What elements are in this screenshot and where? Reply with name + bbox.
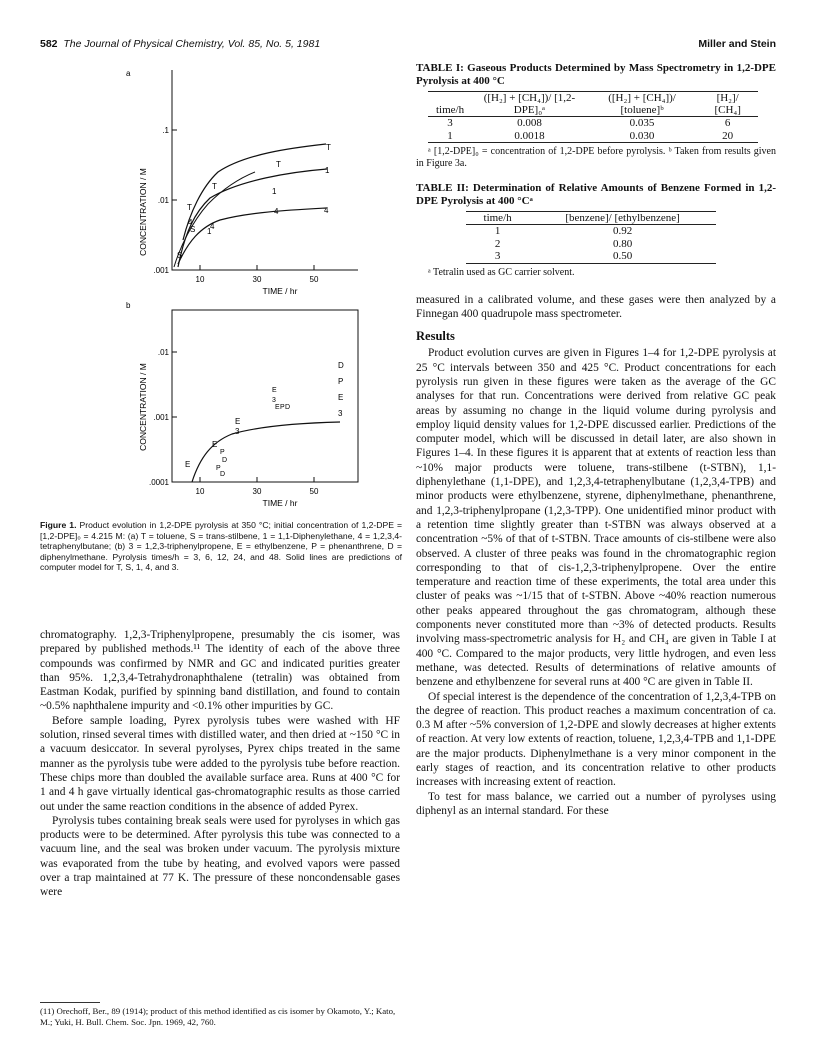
table-2-grid xyxy=(466,211,716,264)
point-label: T xyxy=(187,203,192,212)
table-1-grid xyxy=(428,91,758,143)
panel-b-ytick: .0001 xyxy=(148,478,169,487)
point-label: E xyxy=(338,393,344,402)
right-column xyxy=(416,62,776,818)
panel-a xyxy=(138,70,358,296)
table-header: time/h xyxy=(466,212,529,225)
panel-b-ytick: .001 xyxy=(153,413,169,422)
panel-a-xtick: 10 xyxy=(195,275,205,284)
table-cell: 0.0018 xyxy=(472,130,587,143)
paragraph: Pyrolysis tubes containing break seals were used for pyrolyses in which gas products were to be determined. After pyrolysis this tube was connected to a vacuum line, and the seal was broken under vacuum. The pyrolysis mixture was evaporated from the tube by heating, and evolved vapors were passed over a trap maintained at 77 K. The pressure of these noncondensable gases were xyxy=(40,814,400,899)
figure-1-plots xyxy=(40,62,400,518)
point-label: T xyxy=(326,143,331,152)
table-cell: 2 xyxy=(494,237,501,250)
caption-text: Product evolution in 1,2-DPE pyrolysis at 350 °C; initial concentration of 1,2-DPE = [1,2-DPE]₀ = 4.215 M: (a) T = toluene, S = trans-stilbene, 1 = 1,1-Diphenylethane, 4 = 1,2,3,4-tetraphenylbutane; (b) 3 = 1,2,3-triphenylpropene, E = ethylbenzene, P = phenanthrene, D = diphenylmethane. Pyrolysis times/h = 3, 6, 12, 24, and 48. Solid lines are predictions of computer model for T, S, 1, 4, and 3. xyxy=(40,520,402,573)
point-label: E xyxy=(272,387,277,394)
panel-a-ylabel: CONCENTRATION / M xyxy=(138,168,148,256)
point-label: D xyxy=(222,457,228,464)
point-label: D xyxy=(220,471,226,478)
paragraph: Before sample loading, Pyrex pyrolysis tubes were washed with HF solution, rinsed several times with distilled water, and then dried at ~150 °C in a vacuum desiccator. In several pyrolyses, Pyrex chips treated in the same manner as the pyrolysis tube were added to the pyrolysis tube before reaction. These chips more than doubled the available surface area. Runs at 400 °C for 1 and 4 h gave virtually identical gas-chromatographic results as those carried out under the same reaction conditions in the absence of added Pyrex. xyxy=(40,714,400,813)
page-number: 582 xyxy=(40,38,58,50)
point-label: 4 xyxy=(210,222,215,231)
running-authors: Miller and Stein xyxy=(698,38,776,50)
panel-a-xtick: 50 xyxy=(309,275,319,284)
table-1-footnote: ᵃ [1,2-DPE]₀ = concentration of 1,2-DPE before pyrolysis. ᵇ Taken from results given in Figure 3a. xyxy=(416,146,776,169)
table-header: ([H₂] + [CH₄])/ [1,2-DPE]₀ᵃ xyxy=(472,92,587,117)
table-row xyxy=(466,225,716,238)
footnote-rule xyxy=(40,1002,100,1003)
panel-b-xtick: 10 xyxy=(195,487,205,496)
point-label: 1 xyxy=(272,187,277,196)
table-1-title: TABLE I: Gaseous Products Determined by Mass Spectrometry in 1,2-DPE Pyrolysis at 400 °C xyxy=(416,62,776,87)
panel-b xyxy=(138,310,358,508)
table-header: [benzene]/ [ethylbenzene] xyxy=(529,212,716,225)
table-cell: 0.92 xyxy=(612,225,633,237)
panel-a-label: a xyxy=(126,69,131,78)
table-cell: 0.50 xyxy=(529,250,716,263)
table-row xyxy=(466,250,716,263)
panel-b-ylabel: CONCENTRATION / M xyxy=(138,363,148,451)
paragraph: Of special interest is the dependence of the concentration of 1,2,3,4-TPB on the degree of reaction. This product reaches a maximum concentration of ca. 0.3 M after ~5% conversion of 1,2-DPE and slowly decreases at higher extents of reaction. At very low extents of reaction, toluene, 1,2,3,4-TPB and 1,1-DPE are the major products. Diphenylmethane is a very minor component in the early stages of reaction, and its concentration relative to other products increases with increasing extent of reaction. xyxy=(416,690,776,789)
footnote-block xyxy=(40,1002,400,1027)
footnote-11: (11) Orechoff, Ber., 89 (1914); product of this method identified as cis isomer by Okamoto, Y.; Kato, M.; Yuki, H. Bull. Chem. Soc. Jpn. 1969, 42, 760. xyxy=(40,1006,396,1027)
paragraph: chromatography. 1,2,3-Triphenylpropene, presumably the cis isomer, was prepared by published methods.¹¹ The identity of each of the above three compounds was confirmed by NMR and GC and indicated purities greater than 95%. 1,2,3,4-Tetrahydronaphthalene (tetralin) was obtained from Eastman Kodak, purified by spinning band distillation, and found to contain ~0.5% naphthalene impurity and <0.1% other impurities by GC. xyxy=(40,629,400,713)
running-header xyxy=(40,38,776,54)
point-label: 4 xyxy=(188,218,193,227)
section-heading-results: Results xyxy=(416,329,455,344)
point-label: T xyxy=(212,182,217,191)
table-cell: 0.80 xyxy=(612,237,633,250)
panel-a-ytick: .001 xyxy=(153,266,169,275)
point-label: P xyxy=(216,465,221,472)
point-label: E xyxy=(185,460,191,469)
point-label: S xyxy=(177,251,183,260)
table-row xyxy=(428,130,758,143)
point-label: D xyxy=(285,404,291,411)
point-label: P xyxy=(338,377,344,386)
panel-a-xtick: 30 xyxy=(252,275,262,284)
point-label: T xyxy=(276,160,281,169)
table-header: ([H₂] + [CH₄])/ [toluene]ᵇ xyxy=(587,92,698,117)
figure-1-caption xyxy=(40,520,402,573)
table-cell: 0.030 xyxy=(587,130,698,143)
table-header: [H₂]/ [CH₄] xyxy=(697,92,758,117)
point-label: 3 xyxy=(235,427,240,436)
caption-label: Figure 1. xyxy=(40,520,77,530)
table-2-footnote: ᵃ Tetralin used as GC carrier solvent. xyxy=(428,266,575,278)
panel-b-xtick: 50 xyxy=(309,487,319,496)
point-label: 4 xyxy=(324,206,329,215)
point-label: P xyxy=(220,449,225,456)
panel-b-axes xyxy=(172,310,358,482)
point-label: E xyxy=(212,440,218,449)
paragraph: Product evolution curves are given in Figures 1–4 for 1,2-DPE pyrolysis at 25 °C intervals between 350 and 425 °C. Product concentrations for each pyrolysis run given in these figures were taken as the average of the GC analyses for that run. Concentrations were derived from relative GC peak areas by assuming no change in the liquid volume during pyrolysis and employ liquid density values for 1,2-DPE discussed earlier. Predictions of the computer model, which will be discussed in detail later, are also shown in Figures 1–4. In these figures it is apparent that at extents of reaction less than ~10% major products were toluene, trans-stilbene (t-STBN), 1,1-diphenylethane (1,1-DPE), and 1,2,3,4-tetraphenylbutane (1,2,3,4-TPB) and minor products were ethylbenzene, styrene, diphenylmethane, phenanthrene, and 1,2,3-triphenylpropane (1,2,3-TPP). One unidentified minor product with a retention time slightly greater than t-STBN was always observed at a concentration ~5% of that of t-STBN. Trace amounts of cis-stilbene were also observed. A cluster of three peaks was found in the chromatographic region corresponding to that of cis-1,2,3-triphenylpropene. Over the entire temperature and reaction time of these experiments, the total area under this cluster of peaks was ~1/15 that of t-STBN. Above ~40% reaction numerous other peaks appeared throughout the gas chromatogram, although these components never constituted more than ~3% of detected products. Results involving mass-spectrometric analysis for H₂ and CH₄ are given in Table I at 400 °C. Compared to the major products, very little hydrogen, and even less methane, was detected. Results of determinations of relative amounts of benzene and ethylbenzene for several runs at 400 °C are given in Table II. xyxy=(416,347,776,689)
curve-11-dpe xyxy=(178,169,327,267)
panel-a-xlabel: TIME / hr xyxy=(262,286,298,296)
table-cell: 3 xyxy=(466,250,529,263)
table-header: time/h xyxy=(428,92,472,117)
table-cell: 1 xyxy=(494,225,501,237)
panel-a-ytick: .1 xyxy=(162,126,169,135)
point-label: 3 xyxy=(272,397,276,404)
panel-b-ytick: .01 xyxy=(157,348,169,357)
panel-a-axes xyxy=(172,70,358,270)
paragraph: measured in a calibrated volume, and these gases were then analyzed by a Finnegan 400 quadrupole mass spectrometer. xyxy=(416,293,776,320)
point-label: 1 xyxy=(207,227,212,236)
figure-1 xyxy=(40,62,400,582)
point-label: S xyxy=(190,225,196,234)
point-label: E xyxy=(235,417,241,426)
point-label: 3 xyxy=(338,409,343,418)
table-row xyxy=(466,238,716,251)
table-cell: 0.035 xyxy=(629,117,655,129)
table-cell: 1 xyxy=(428,130,472,143)
point-label: E xyxy=(275,404,280,411)
table-1 xyxy=(416,62,776,170)
journal-citation: The Journal of Physical Chemistry, Vol. 85, No. 5, 1981 xyxy=(63,38,321,50)
point-label: 4 xyxy=(274,207,279,216)
panel-b-label: b xyxy=(126,301,131,310)
left-column-text xyxy=(40,628,400,900)
curve-toluene xyxy=(183,144,326,240)
table-cell: 20 xyxy=(697,130,758,143)
panel-b-xlabel: TIME / hr xyxy=(262,498,298,508)
table-cell: 0.008 xyxy=(517,117,542,129)
panel-a-ytick: .01 xyxy=(157,196,169,205)
point-label: 1 xyxy=(325,166,330,175)
point-label: D xyxy=(338,361,344,370)
paragraph: To test for mass balance, we carried out a number of pyrolyses using diphenyl as an internal standard. For these xyxy=(416,790,776,817)
table-cell: 3 xyxy=(447,117,453,129)
table-cell: 6 xyxy=(724,117,731,129)
table-row xyxy=(428,117,758,130)
curve-tetraphenylbutane xyxy=(178,208,326,264)
table-2-title: TABLE II: Determination of Relative Amounts of Benzene Formed in 1,2-DPE Pyrolysis at 400 °Cᵃ xyxy=(416,182,776,207)
table-2 xyxy=(416,182,776,279)
curve-triphenylpropene xyxy=(192,422,340,482)
panel-b-xtick: 30 xyxy=(252,487,262,496)
point-label: P xyxy=(280,404,285,411)
